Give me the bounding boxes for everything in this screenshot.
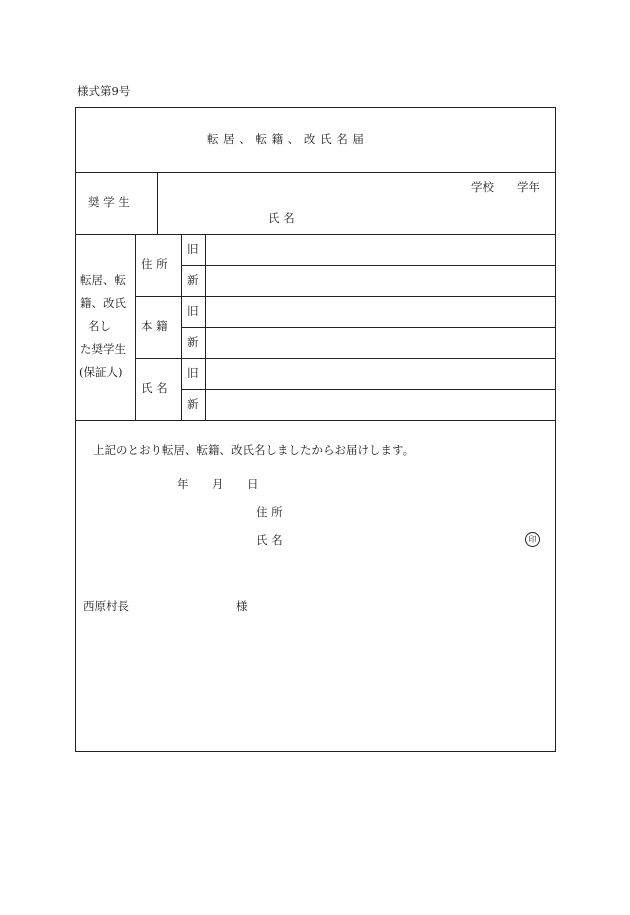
divider [205, 234, 206, 420]
divider [75, 234, 556, 235]
divider [181, 327, 556, 328]
changed-person-label-line: 転居、転 [80, 273, 126, 287]
statement-text: 上記のとおり転居、転籍、改氏名しましたからお届けします。 [93, 443, 415, 457]
divider [157, 172, 158, 234]
old-label: 旧 [187, 304, 199, 318]
divider [181, 234, 182, 420]
divider [181, 265, 556, 266]
divider [135, 296, 556, 297]
new-label: 新 [187, 397, 199, 411]
signer-name-label: 氏 名 [256, 533, 283, 547]
new-label: 新 [187, 273, 199, 287]
changed-person-label-line: (保証人) [79, 365, 123, 379]
form-frame [75, 107, 556, 752]
addressee-honorific: 様 [236, 599, 248, 613]
category-address: 住 所 [141, 257, 168, 271]
form-title: 転 居 、 転 籍 、 改 氏 名 届 [207, 132, 365, 146]
student-label: 奨 学 生 [88, 195, 130, 209]
date-year: 年 [177, 477, 189, 491]
changed-person-label-line: 名し [88, 319, 111, 333]
changed-person-label-line: 籍、改氏 [80, 296, 126, 310]
divider [135, 234, 136, 420]
changed-person-label-line: た奨学生 [80, 342, 126, 356]
student-name-label: 氏 名 [268, 211, 295, 225]
old-label: 旧 [187, 366, 199, 380]
signer-address-label: 住 所 [256, 505, 283, 519]
school-label: 学校 [471, 180, 494, 194]
divider [181, 389, 556, 390]
category-domicile: 本 籍 [141, 319, 168, 333]
category-name: 氏 名 [141, 381, 168, 395]
date-day: 日 [247, 477, 259, 491]
new-label: 新 [187, 335, 199, 349]
grade-label: 学年 [517, 180, 540, 194]
divider [135, 358, 556, 359]
divider [75, 172, 556, 173]
divider [75, 420, 556, 421]
date-month: 月 [212, 477, 224, 491]
seal-icon: 印 [525, 532, 540, 547]
form-number: 様式第9号 [77, 84, 131, 98]
old-label: 旧 [187, 242, 199, 256]
addressee-name: 西原村長 [83, 599, 129, 613]
